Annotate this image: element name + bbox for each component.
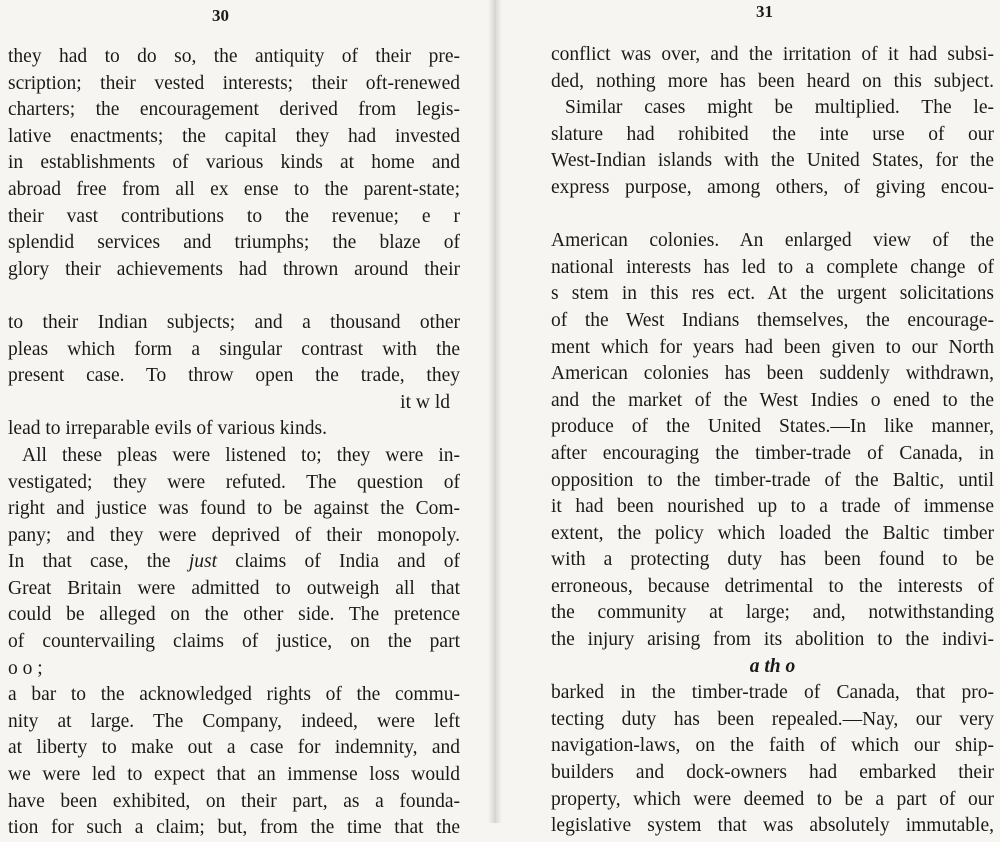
text-line: with a protecting duty has been found to be	[551, 549, 994, 571]
text-line: at liberty to make out a case for indemnity, and	[8, 737, 460, 759]
text-line: legislative system that was absolutely immutable,	[551, 815, 994, 837]
text-line: opposition to the timber-trade of the Baltic, until	[551, 469, 994, 491]
text-line: a bar to the acknowledged rights of the commu-	[8, 684, 460, 706]
text-line: in establishments of various kinds at home and	[8, 152, 460, 174]
text-line: scription; their vested interests; their oft-renewed	[8, 72, 460, 94]
text-line: after encouraging the timber-trade of Canada, in	[551, 442, 994, 464]
text-line: their vast contributions to the revenue; e r	[8, 205, 460, 227]
text-line: right and justice was found to be against the Com-	[8, 498, 460, 520]
left-page	[0, 0, 490, 839]
text-line: s stem in this res ect. At the urgent solicitations	[551, 283, 994, 305]
text-line: have been exhibited, on their part, as a founda-	[8, 790, 460, 812]
text-line: national interests has led to a complete change of	[551, 256, 994, 278]
text-line: pleas which form a singular contrast with the	[8, 338, 460, 360]
page-number-left: 30	[212, 6, 229, 25]
text-line: vestigated; they were refuted. The question of	[8, 471, 460, 493]
text-line: to their Indian subjects; and a thousand other	[8, 311, 460, 333]
text-line: lative enactments; the capital they had invested	[8, 125, 460, 147]
text-line: of countervailing claims of justice, on the part	[8, 631, 460, 653]
text-line: express purpose, among others, of giving encou-	[551, 176, 994, 198]
text-line: it had been nourished up to a trade of immense	[551, 496, 994, 518]
page-number-right: 31	[756, 2, 773, 21]
text-line: they had to do so, the antiquity of their pre-	[8, 46, 460, 67]
text-line: splendid services and triumphs; the blaze of	[8, 232, 460, 254]
text-line: builders and dock-owners had embarked their	[551, 762, 994, 784]
text-line: ded, nothing more has been heard on this subject.	[551, 70, 994, 92]
text-line: American colonies has been suddenly withdrawn,	[551, 363, 994, 385]
text-line: American colonies. An enlarged view of the	[551, 230, 994, 252]
text-line: and the market of the West Indies o ened to the	[551, 389, 994, 411]
text-line: In that case, the just claims of India and of	[8, 551, 460, 573]
text-line: produce of the United States.—In like manner,	[551, 416, 994, 438]
faded-line-fragment: a th o	[749, 655, 796, 677]
text-line: tion for such a claim; but, from the time that the	[8, 817, 460, 839]
text-line: present case. To throw open the trade, they	[8, 365, 460, 387]
text-line: we were led to expect that an immense loss would	[8, 764, 460, 786]
text-line: ment which for years had been given to our North	[551, 336, 994, 358]
text-line: navigation-laws, on the faith of which our ship-	[551, 735, 994, 757]
text-line: West-Indian islands with the United States, for the	[551, 150, 994, 172]
text-line: nity at large. The Company, indeed, were left	[8, 710, 460, 732]
text-line: the community at large; and, notwithstanding	[551, 602, 994, 624]
text-line: extent, the policy which loaded the Baltic timber	[551, 522, 994, 544]
text-line: the injury arising from its abolition to the indivi-	[551, 629, 994, 651]
text-line: Great Britain were admitted to outweigh all that	[8, 577, 460, 599]
text-line: tecting duty has been repealed.—Nay, our very	[551, 708, 994, 730]
text-line: pany; and they were deprived of their monopoly.	[8, 524, 460, 546]
text-line: All these pleas were listened to; they were in-	[22, 444, 460, 466]
text-line: abroad free from all ex ense to the parent-state;	[8, 178, 460, 200]
text-line: lead to irreparable evils of various kinds.	[8, 418, 327, 440]
text-line: Similar cases might be multiplied. The le-	[565, 97, 994, 119]
text-line: slature had rohibited the inte urse of our	[551, 123, 994, 145]
faded-line	[551, 202, 994, 229]
text-line: property, which were deemed to be a part of our	[551, 788, 994, 810]
text-line: could be alleged on the other side. The pretence	[8, 604, 460, 626]
faded-line	[8, 283, 460, 310]
text-line: barked in the timber-trade of Canada, that pro-	[551, 682, 994, 704]
text-line: of the West Indians themselves, the encourage-	[551, 309, 994, 331]
text-line: conflict was over, and the irritation of it had subsi-	[551, 44, 994, 65]
right-page-text	[551, 42, 994, 840]
text-line: erroneous, because detrimental to the interests of	[551, 575, 994, 597]
right-page	[500, 0, 1000, 837]
left-page-text	[8, 44, 460, 842]
text-line: glory their achievements had thrown around their	[8, 258, 460, 280]
text-line: charters; the encouragement derived from legis-	[8, 99, 460, 121]
faded-line-fragment: o o ;	[8, 657, 43, 679]
faded-line-fragment: it w ld	[400, 391, 450, 413]
